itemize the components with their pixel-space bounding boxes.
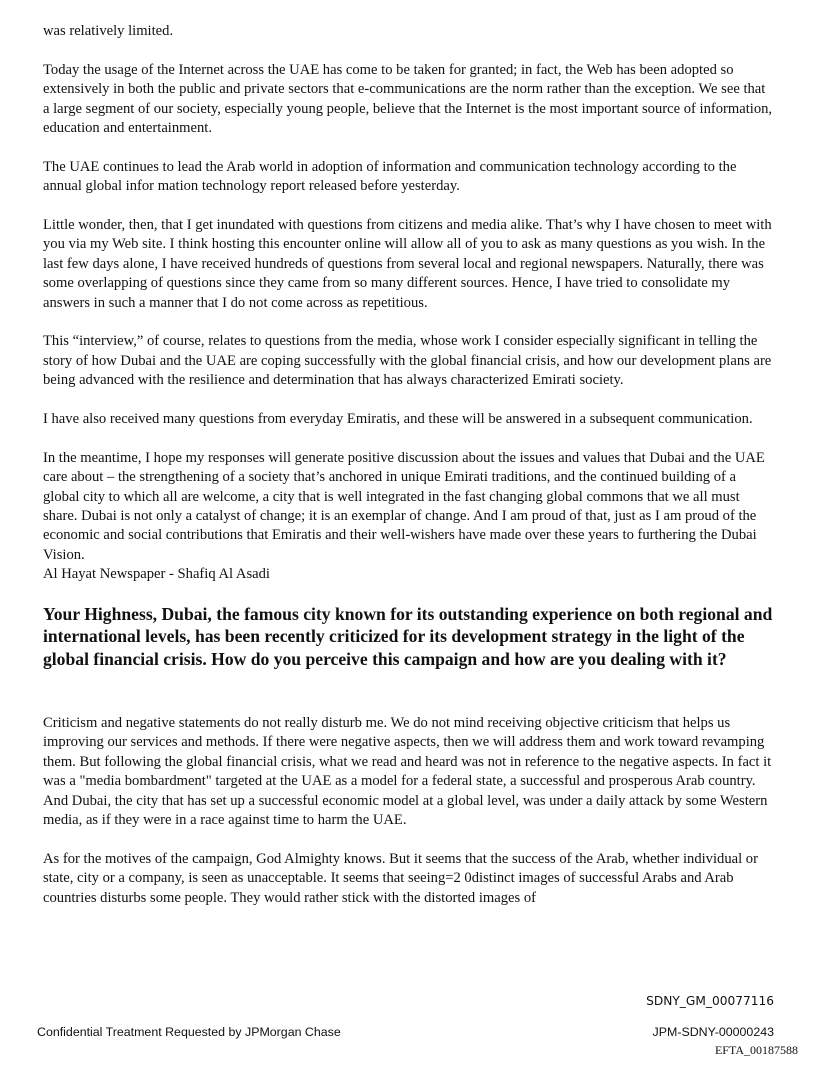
paragraph: The UAE continues to lead the Arab world in adoption of information and communication technology according to the annual global infor mation technology report released before yesterday.	[43, 158, 737, 195]
bates-number-top: SDNY_GM_00077116	[646, 994, 774, 1008]
paragraph: I have also received many questions from everyday Emiratis, and these will be answered in a subsequent communication.	[43, 411, 753, 428]
paragraph: This “interview,” of course, relates to questions from the media, whose work I consider especially significant in telling the story of how Dubai and the UAE are coping successfully with the global financial crisis, and how our development plans are being advanced with the resilience and determination that has always characterized Emirati society.	[43, 333, 772, 389]
byline: Al Hayat Newspaper - Shafiq Al Asadi	[43, 566, 270, 583]
document-body	[43, 22, 773, 908]
efta-number: EFTA_00187588	[714, 1043, 798, 1057]
interview-question: Your Highness, Dubai, the famous city known for its outstanding experience on both regional and international levels, has been recently criticized for its development strategy in the light of the global financial crisis. How do you perceive this campaign and how are you dealing with it?	[43, 603, 773, 669]
paragraph: Little wonder, then, that I get inundated with questions from citizens and media alike. That’s why I have chosen to meet with you via my Web site. I think hosting this encounter online will allow all of you to ask as many questions as you wish. In the last few days alone, I have received hundreds of questions from several local and regional newspapers. Naturally, there was some overlapping of questions since they came from so many different sources. Hence, I have tried to consolidate my answers in such a manner that I do not come across as repetitious.	[43, 217, 772, 311]
paragraph: was relatively limited.	[43, 23, 174, 39]
paragraph: Today the usage of the Internet across the UAE has come to be taken for granted; in fact, the Web has been adopted so extensively in both the public and private sectors that e-communications are the norm rather than the exception. We see that a large segment of our society, especially young people, believe that the Internet is the most important source of information, education and entertainment.	[43, 61, 773, 137]
paragraph: In the meantime, I hope my responses will generate positive discussion about the issues and values that Dubai and the UAE care about – the strengthening of a society that’s anchored in unique Emirati traditions, and the continued building of a global city to which all are welcome, a city that is well integrated in the fast changing global commons that we all must share. Dubai is not only a catalyst of change; it is an exemplar of change. And I am proud of that, just as I am proud of the economic and social contributions that Emiratis and their well-wishers have made over these years to furthering the Dubai Vision.	[43, 449, 765, 563]
bates-number-jpm: JPM-SDNY-00000243	[652, 1025, 774, 1039]
answer-paragraph: Criticism and negative statements do not really disturb me. We do not mind receiving objective criticism that helps us improving our services and methods. If there were negative aspects, then we will address them and work toward revamping them. But following the global financial crisis, what we read and heard was not in reference to the negative aspects. In fact it was a "media bombardment" targeted at the UAE as a model for a federal state, a successful and prosperous Arab country. And Dubai, the city that has set up a successful economic model at a global level, was under a daily attack by some Western media, as if they were in a race against time to harm the UAE.	[43, 714, 772, 828]
answer-paragraph: As for the motives of the campaign, God Almighty knows. But it seems that the success of the Arab, whether individual or state, city or a company, is seen as unacceptable. It seems that seeing=2 0distinct images of successful Arabs and Arab countries disturbs some people. They would rather stick with the distorted images of	[43, 850, 758, 906]
confidential-notice: Confidential Treatment Requested by JPMorgan Chase	[37, 1025, 341, 1039]
